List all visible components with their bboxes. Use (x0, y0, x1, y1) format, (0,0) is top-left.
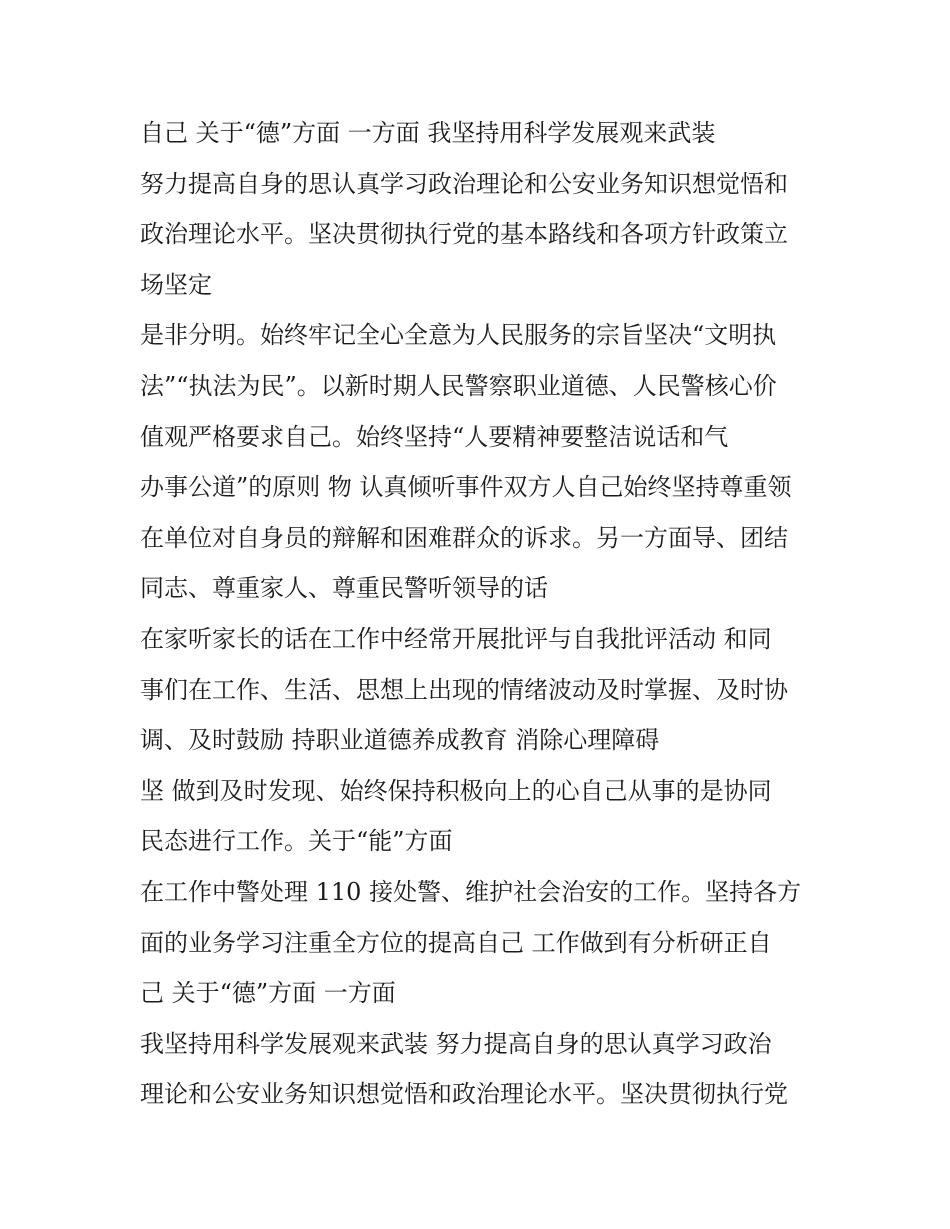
text-line: 事们在工作、生活、思想上出现的情绪波动及时掌握、及时协 (140, 675, 788, 704)
text-line: 面的业务学习注重全方位的提高自己 工作做到有分析研正自 (140, 928, 772, 957)
text-line: 在家听家长的话在工作中经常开展批评与自我批评活动 和同 (140, 624, 772, 653)
text-line: 法”“执法为民”。以新时期人民警察职业道德、人民警核心价 (140, 371, 777, 400)
text-line: 己 关于“德”方面 一方面 (140, 979, 396, 1008)
document-body (140, 108, 840, 1120)
text-line: 自己 关于“德”方面 一方面 我坚持用科学发展观来武装 (140, 119, 716, 147)
text-line: 办事公道”的原则 物 认真倾听事件双方人自己始终坚持尊重领 (140, 473, 792, 502)
text-line: 同志、尊重家人、尊重民警听领导的话 (140, 574, 548, 603)
text-line: 调、及时鼓励 持职业道德养成教育 消除心理障碍 (140, 726, 660, 755)
text-line: 努力提高自身的思认真学习政治理论和公安业务知识想觉悟和 (140, 169, 788, 198)
text-line: 在单位对自身员的辩解和困难群众的诉求。另一方面导、团结 (140, 523, 788, 552)
text-line: 民态进行工作。关于“能”方面 (140, 827, 453, 856)
text-line: 坚 做到及时发现、始终保持积极向上的心自己从事的是协同 (140, 776, 772, 805)
text-line: 是非分明。始终牢记全心全意为人民服务的宗旨坚决“文明执 (140, 321, 777, 350)
text-line: 我坚持用科学发展观来武装 努力提高自身的思认真学习政治 (140, 1029, 772, 1058)
text-line: 政治理论水平。坚决贯彻执行党的基本路线和各项方针政策立 (140, 220, 788, 249)
text-line: 在工作中警处理 110 接处警、维护社会治安的工作。坚持各方 (140, 877, 802, 906)
text-line: 理论和公安业务知识想觉悟和政治理论水平。坚决贯彻执行党 (140, 1080, 788, 1109)
text-line: 场坚定 (140, 270, 212, 299)
text-line: 值观严格要求自己。始终坚持“人要精神要整洁说话和气 (140, 422, 729, 451)
